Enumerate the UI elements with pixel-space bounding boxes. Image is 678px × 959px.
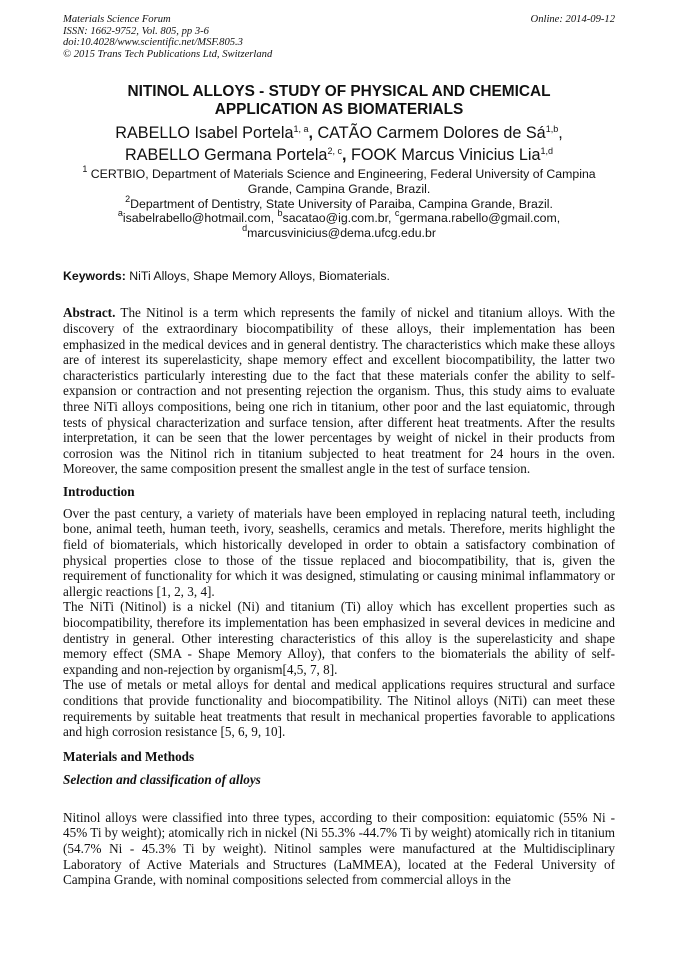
keywords-label: Keywords: — [63, 269, 126, 284]
author-name: CATÃO Carmem Dolores de Sá — [317, 124, 546, 143]
paper-page — [63, 14, 615, 888]
email-list: $^a$isabelrabello@hotmail.com, $^b$sacatao@ig.com.br, $^c$germana.rabello@gmail.com, $^d$marcusvinicius@dema.ufcg.edu.br — [117, 208, 561, 240]
keywords — [63, 269, 615, 284]
online-date: Online: 2014-09-12 — [530, 14, 615, 25]
author-affil-sup: 1,b — [545, 124, 559, 135]
keywords-text: NiTi Alloys, Shape Memory Alloys, Biomaterials. — [125, 269, 390, 284]
intro-paragraph: The use of metals or metal alloys for dental and medical applications requires structural and surface conditions that provide functionality and biocompatibility. The Nitinol alloys (NiTi) can meet these requirements by suitable heat treatments that result in mechanical properties favorable to applications and high corrosion resistance [5, 6, 9, 10]. — [63, 677, 615, 740]
copyright-line: © 2015 Trans Tech Publications Ltd, Switzerland — [63, 48, 273, 60]
author-name: FOOK Marcus Vinicius Lia — [350, 146, 541, 165]
intro-paragraph: The NiTi (Nitinol) is a nickel (Ni) and titanium (Ti) alloy which has excellent properties such as biocompatibility, therefore its implementation has been emphasized in several devices in medicine and dentistry in general. Other interesting characteristics of this alloy is the superelasticity and shape memory effect (SMA - Shape Memory Alloy), that confers to the biomaterials the ability of self-expanding and non-rejection by organism[4,5, 7, 8]. — [63, 599, 615, 677]
title-line-1: NITINOL ALLOYS - STUDY OF PHYSICAL AND CHEMICAL — [127, 83, 551, 101]
intro-paragraph: Over the past century, a variety of materials have been employed in replacing natural teeth, including bone, animal teeth, human teeth, ivory, seashells, ceramics and metals. Therefore, merits highlight the field of biomaterials, which historically developed in order to obtain a satisfactory combination of physical properties close to those of the tissue replaced and biocompatibility, that is, given the requirement of functionality for which it was designed, stimulating or causing minimal inflammatory or allergic reactions [1, 2, 3, 4]. — [63, 505, 615, 599]
affiliations — [63, 164, 615, 240]
methods-paragraph: Nitinol alloys were classified into three types, according to their composition: equiatomic (55% Ni - 45% Ti by weight); atomically rich in nickel (Ni 55.3% -44.7% Ti by weight) atomically rich in titanium (54.7% Ni - 45.3% Ti by weight). Nitinol samples were manufactured at the Multidisciplinary Laboratory of Active Materials and Structures (LaMMEA), located at the Federal University of Campina Grande, with nominal compositions selected from commercial alloys in the — [63, 809, 615, 888]
section-heading-introduction: Introduction — [63, 483, 135, 499]
affiliation-2: $^2$Department of Dentistry, State University of Paraiba, Campina Grande, Brazil. — [125, 193, 553, 211]
journal-header — [63, 14, 615, 60]
doi-line: doi:10.4028/www.scientific.net/MSF.805.3 — [63, 37, 243, 49]
author-list — [63, 122, 615, 166]
paper-title — [63, 83, 615, 119]
author-affil-sup: 2, c — [327, 146, 342, 157]
abstract-text: The Nitinol is a term which represents the family of nickel and titanium alloys. With the discovery of the extraordinary biocompatibility of these alloys, their implementation has been emphasized in the medical devices and in general dentistry. The characteristics which make these alloys are of interest its superelasticity, shape memory effect and excellent biocompatibility, the latter two characteristics particularly interesting due to the fact that these materials confer the ability to self-expansion or contraction and not presenting rejection the organism. Thus, this study aims to evaluate three NiTi alloys compositions, being one rich in titanium, other poor and the last equiatomic, through tests of physical characterization and surface tension, after different heat treatments. After the results interpretation, it can be seen that the lower percentages by weight of nickel in their products from corrosion was the Nitinol rich in titanium subjected to heat treatment for 24 hours in the oven. Moreover, the same composition present the smallest angle in the test of surface tension. — [63, 305, 615, 477]
affiliation-1: $^1$ CERTBIO, Department of Materials Science and Engineering, Federal University of Campina Grande, Campina Grande, Brazil. — [82, 164, 596, 196]
email-link[interactable]: marcusvinicius@dema.ufcg.edu.br — [247, 225, 436, 240]
authors-line-2: RABELLO Germana Portela$^{2, c}$, FOOK Marcus Vinicius Lia$^{1,d}$ — [125, 146, 553, 165]
email-link[interactable]: germana.rabello@gmail.com, — [399, 211, 561, 226]
author-affil-sup: 1, a — [293, 124, 309, 135]
author-name: RABELLO Germana Portela — [125, 146, 328, 165]
abstract-label: Abstract. — [63, 305, 116, 321]
email-link[interactable]: sacatao@ig.com.br, — [282, 211, 395, 226]
issn-line: ISSN: 1662-9752, Vol. 805, pp 3-6 — [63, 25, 209, 37]
author-name: RABELLO Isabel Portela — [115, 124, 294, 143]
abstract — [63, 305, 615, 477]
subsection-heading-selection: Selection and classification of alloys — [63, 771, 261, 787]
section-heading-methods: Materials and Methods — [63, 748, 195, 764]
authors-line-1: RABELLO Isabel Portela$^{1, a}$, CATÃO Carmem Dolores de Sá$^{1,b}$, — [115, 124, 563, 143]
title-line-2: APPLICATION AS BIOMATERIALS — [214, 101, 464, 119]
author-affil-sup: 1,d — [540, 146, 553, 157]
email-link[interactable]: isabelrabello@hotmail.com, — [122, 211, 278, 226]
journal-name: Materials Science Forum — [63, 14, 171, 25]
